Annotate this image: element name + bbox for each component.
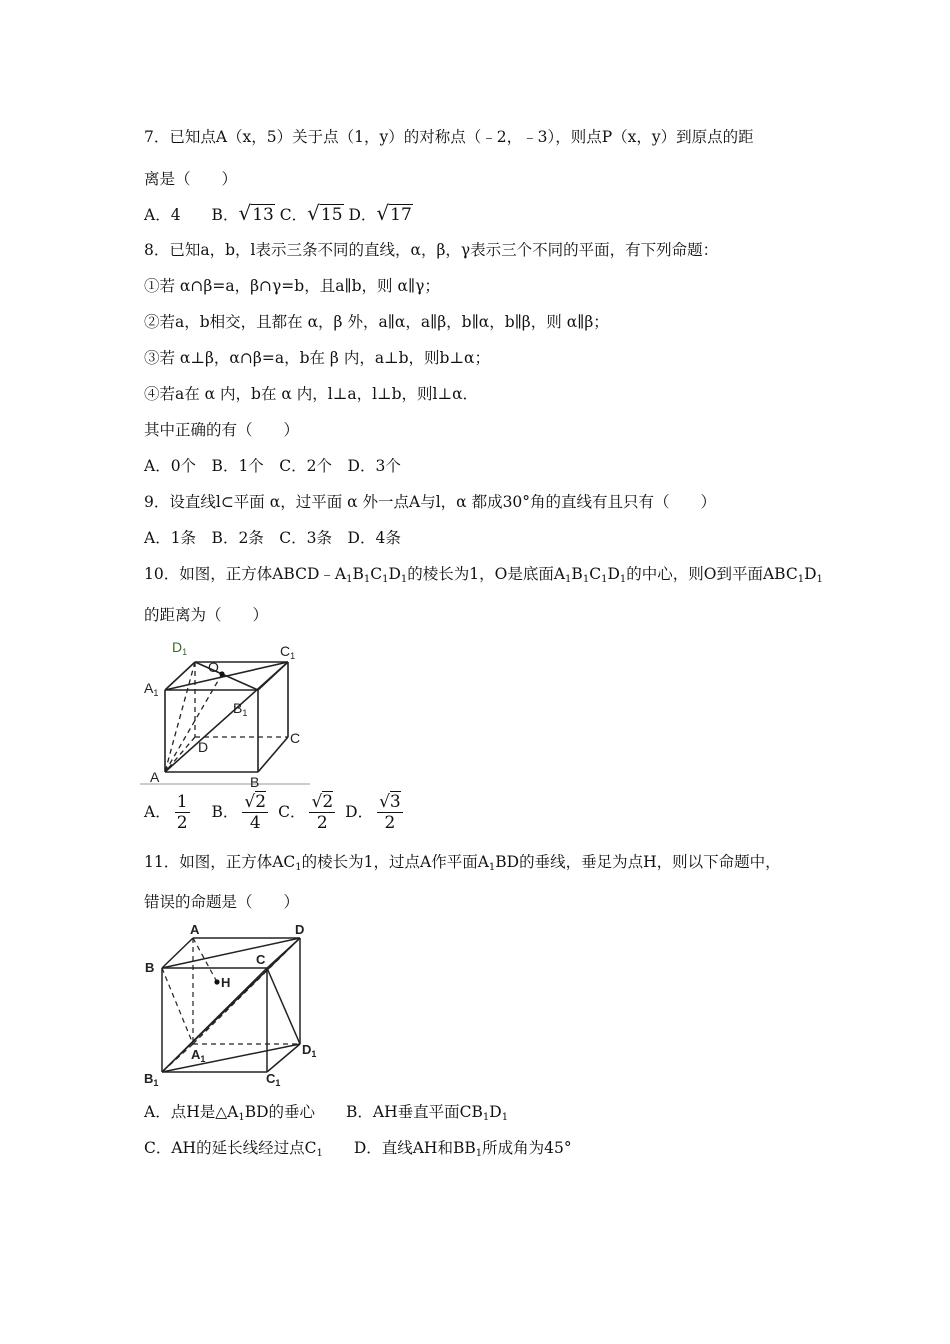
- q10-text-j: D: [804, 565, 817, 583]
- q11-option-c-text: C．AH的延长线经过点C: [144, 1139, 317, 1157]
- q11-option-d-text: D．直线AH和BB: [322, 1139, 476, 1157]
- q11-sub-2: 1: [488, 862, 496, 873]
- q11-option-b-text: BD的垂心 B．AH垂直平面CB: [244, 1103, 483, 1121]
- label-c1: $C_1$: [266, 1071, 281, 1088]
- label-h: H: [221, 975, 231, 990]
- q10-options: [144, 787, 407, 837]
- q10-b-denominator: 4: [249, 812, 261, 833]
- q10-option-c-fraction: [309, 792, 335, 833]
- q11-options-cd: [144, 1137, 572, 1165]
- q11-option-c-sub: 1: [316, 1148, 323, 1159]
- q10-text-a: 10．如图，正方体ABCD﹣A: [144, 565, 347, 583]
- q10-sub-1: 1: [346, 574, 353, 585]
- q10-a-numerator: 1: [176, 791, 188, 812]
- q7-option-d-value: 17: [390, 205, 412, 225]
- label-a1: $A_1$: [191, 1047, 206, 1064]
- q10-cube-figure: [140, 632, 310, 792]
- label-c1: $C_1$: [280, 643, 296, 661]
- q10-text-d: D: [388, 565, 401, 583]
- label-c: C: [290, 730, 301, 746]
- label-a1: $A_1$: [144, 680, 159, 698]
- q11-stem-line1: [144, 851, 781, 879]
- q10-b-radicand: 2: [255, 791, 267, 812]
- foot-point-h-icon: [214, 979, 219, 984]
- q10-text-h: D: [607, 565, 620, 583]
- q7-stem-line1: 7．已知点A（x，5）关于点（1，y）的对称点（﹣2，﹣3），则点P（x，y）到原点的距: [144, 128, 754, 146]
- q10-d-radicand: 3: [389, 791, 401, 812]
- q10-text-f: B: [571, 565, 583, 583]
- q8-statement-2: ②若a，b相交，且都在 α，β 外，a∥α，a∥β，b∥α，b∥β，则 α∥β；: [144, 313, 609, 331]
- q10-c-denominator: 2: [316, 812, 328, 833]
- q7-stem-line2: 离是（ ）: [144, 170, 238, 188]
- q11-option-d-text2: 所成角为45°: [482, 1139, 572, 1157]
- q11-sub-1: 1: [295, 862, 302, 873]
- q8-question: 其中正确的有（ ）: [144, 421, 300, 439]
- label-o: O: [208, 659, 219, 675]
- q10-text-i: 的中心，则O到平面ABC: [626, 565, 798, 583]
- label-a: A: [150, 769, 160, 785]
- q11-text-a: 11．如图，正方体AC: [144, 853, 296, 871]
- q10-sub-6: 1: [582, 574, 590, 585]
- q9-options: A．1条 B．2条 C．3条 D．4条: [144, 529, 401, 547]
- label-d1: $D_1$: [302, 1042, 317, 1059]
- q8-options: A．0个 B．1个 C．2个 D．3个: [144, 457, 401, 475]
- q10-option-a-fraction: [175, 792, 190, 833]
- q10-sub-3: 1: [382, 574, 389, 585]
- q10-sub-5: 1: [565, 574, 572, 585]
- label-d1: $D_1$: [172, 639, 188, 657]
- q7-options: [144, 202, 413, 226]
- q7-option-c-radical: √15: [307, 201, 343, 225]
- center-point-o-icon: [219, 671, 224, 676]
- label-c: C: [256, 952, 266, 967]
- q10-text-e: 的棱长为1，O是底面A: [407, 565, 566, 583]
- q10-option-d-fraction: [377, 792, 403, 833]
- q10-a-denominator: 2: [176, 812, 188, 833]
- label-b1: $B_1$: [144, 1071, 159, 1088]
- q10-option-b-fraction: [242, 792, 268, 833]
- label-b: B: [250, 774, 260, 790]
- q10-c-radicand: 2: [322, 791, 334, 812]
- q10-option-a-label: A．: [144, 803, 171, 821]
- label-d: D: [198, 739, 209, 755]
- q7-option-d-label: D．: [343, 206, 377, 224]
- q10-option-b-label: B．: [211, 803, 239, 821]
- q9-stem: 9．设直线l⊂平面 α，过平面 α 外一点A与l，α 都成30°角的直线有且只有（ ）: [144, 493, 717, 511]
- q10-sub-10: 1: [816, 574, 823, 585]
- q8-stem: 8．已知a，b，l表示三条不同的直线，α，β，γ表示三个不同的平面，有下列命题：: [144, 241, 719, 259]
- q11-option-b-sub2: 1: [501, 1112, 509, 1123]
- q7-option-c-value: 15: [320, 205, 343, 225]
- label-a: A: [190, 922, 200, 937]
- q11-options-ab: [144, 1101, 508, 1129]
- label-b: B: [145, 960, 155, 975]
- q10-text-g: C: [589, 565, 602, 583]
- q10-sub-8: 1: [619, 574, 627, 585]
- q10-option-c-label: C．: [278, 803, 306, 821]
- q7-option-d-radical: √17: [376, 201, 412, 225]
- q10-sub-7: 1: [601, 574, 608, 585]
- label-b1: $B_1$: [233, 700, 248, 718]
- q8-statement-3: ③若 α⊥β，α∩β=a，b在 β 内，a⊥b，则b⊥α；: [144, 349, 491, 367]
- q11-option-a-text: A．点H是△A: [144, 1103, 239, 1121]
- q10-text-b: B: [352, 565, 364, 583]
- q10-d-denominator: 2: [384, 812, 396, 833]
- q11-option-b-sub1: 1: [482, 1112, 490, 1123]
- q10-d-numerator: √3: [379, 791, 401, 812]
- q10-sub-4: 1: [400, 574, 408, 585]
- q11-stem-line2: 错误的命题是（ ）: [144, 893, 300, 911]
- q7-option-b-radical: √13: [238, 201, 274, 225]
- q8-statement-1: ①若 α∩β=a，β∩γ=b，且a∥b，则 α∥γ；: [144, 277, 440, 295]
- q10-option-d-label: D．: [345, 803, 374, 821]
- q11-option-d-sub: 1: [475, 1148, 483, 1159]
- q10-sub-2: 1: [363, 574, 371, 585]
- q7-option-a-b-label: A．4 B．: [144, 206, 239, 224]
- q11-option-b-text2: D: [489, 1103, 502, 1121]
- q11-text-c: BD的垂线，垂足为点H，则以下命题中，: [495, 853, 781, 871]
- q11-cube-figure: [140, 920, 325, 1090]
- q10-stem-line2: 的距离为（ ）: [144, 606, 269, 624]
- q7-option-b-value: 13: [252, 205, 274, 225]
- q10-text-c: C: [370, 565, 383, 583]
- q10-b-numerator: √2: [244, 791, 267, 812]
- q11-text-b: 的棱长为1，过点A作平面A: [301, 853, 489, 871]
- q11-option-a-sub: 1: [238, 1112, 245, 1123]
- q7-option-c-label: C．: [274, 206, 308, 224]
- label-d: D: [295, 922, 305, 937]
- q10-sub-9: 1: [797, 574, 805, 585]
- q10-stem-line1: [144, 563, 823, 591]
- q8-statement-4: ④若a在 α 内，b在 α 内，l⊥a，l⊥b，则l⊥α．: [144, 385, 479, 403]
- q10-c-numerator: √2: [311, 791, 334, 812]
